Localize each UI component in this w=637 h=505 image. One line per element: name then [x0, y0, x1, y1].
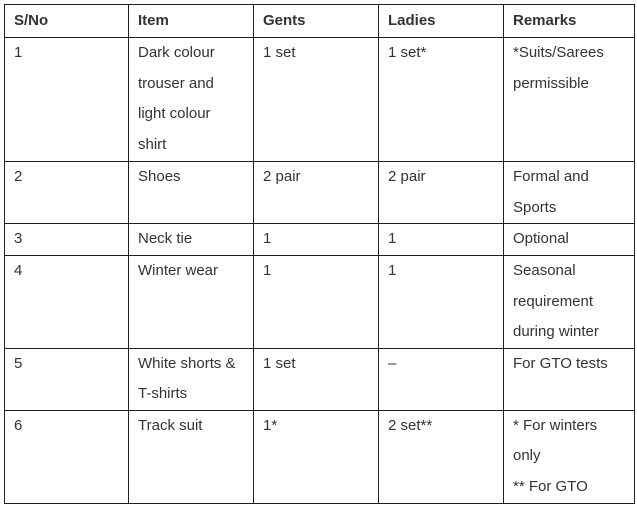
cell-sno — [5, 348, 129, 410]
cell-ladies — [379, 348, 504, 410]
table-row — [5, 224, 635, 256]
cell-text: 2 pair — [263, 168, 301, 185]
cell-text: 1* — [263, 416, 278, 434]
dress-requirements-table — [4, 4, 635, 504]
cell-text: 4 — [14, 262, 23, 279]
cell-text: Optional — [513, 230, 569, 247]
cell-item — [129, 348, 254, 410]
cell-item — [129, 224, 254, 256]
cell-gents — [254, 410, 379, 503]
cell-text: Formal and Sports — [513, 168, 589, 216]
cell-text: 1 set — [263, 44, 296, 61]
cell-text: 3 — [14, 230, 23, 247]
cell-text: – — [388, 354, 397, 372]
cell-text: Seasonal requirement during winter — [513, 262, 599, 340]
cell-text: White shorts & T-shirts — [138, 354, 236, 402]
cell-gents — [254, 162, 379, 224]
cell-remarks — [504, 38, 635, 162]
cell-text: 1 — [263, 230, 272, 247]
table-header-row — [5, 5, 635, 38]
cell-sno — [5, 224, 129, 256]
cell-remarks — [504, 224, 635, 256]
cell-text: Winter wear — [138, 262, 219, 279]
cell-text: 1 — [14, 44, 23, 61]
cell-item — [129, 38, 254, 162]
cell-gents — [254, 224, 379, 256]
header-gents: Gents — [254, 5, 379, 38]
cell-text: 1 — [388, 230, 397, 247]
cell-sno — [5, 162, 129, 224]
cell-text: Shoes — [138, 168, 181, 185]
header-remarks: Remarks — [504, 5, 635, 38]
cell-ladies — [379, 410, 504, 503]
cell-ladies — [379, 224, 504, 256]
cell-text: 1 — [388, 262, 397, 279]
cell-remarks — [504, 162, 635, 224]
cell-text: 1 set* — [388, 44, 427, 61]
cell-ladies — [379, 256, 504, 349]
cell-item — [129, 256, 254, 349]
table-row — [5, 162, 635, 224]
table-row — [5, 256, 635, 349]
cell-text: 6 — [14, 416, 23, 434]
cell-text: 1 — [263, 262, 272, 279]
cell-text: 2 pair — [388, 168, 426, 185]
cell-text: 2 set** — [388, 416, 433, 434]
cell-text: 2 — [14, 168, 23, 185]
cell-gents — [254, 348, 379, 410]
cell-text: *Suits/Sarees permissible — [513, 44, 604, 92]
cell-text: Dark colour trouser and light colour shirt — [138, 44, 215, 153]
header-ladies: Ladies — [379, 5, 504, 38]
header-sno: S/No — [5, 5, 129, 38]
table-row — [5, 348, 635, 410]
cell-sno — [5, 410, 129, 503]
cell-gents — [254, 256, 379, 349]
cell-text: Neck tie — [138, 230, 193, 247]
cell-remarks — [504, 348, 635, 410]
cell-gents — [254, 38, 379, 162]
cell-text: 5 — [14, 354, 23, 372]
cell-ladies — [379, 38, 504, 162]
header-item: Item — [129, 5, 254, 38]
table-row — [5, 38, 635, 162]
cell-item — [129, 162, 254, 224]
cell-sno — [5, 38, 129, 162]
cell-text: Track suit — [138, 416, 203, 434]
cell-item — [129, 410, 254, 503]
table-row — [5, 410, 635, 503]
cell-text: * For winters only ** For GTO — [513, 416, 598, 495]
cell-ladies — [379, 162, 504, 224]
cell-text: 1 set — [263, 354, 296, 372]
cell-remarks — [504, 256, 635, 349]
cell-sno — [5, 256, 129, 349]
cell-text: For GTO tests — [513, 354, 608, 372]
cell-remarks — [504, 410, 635, 503]
